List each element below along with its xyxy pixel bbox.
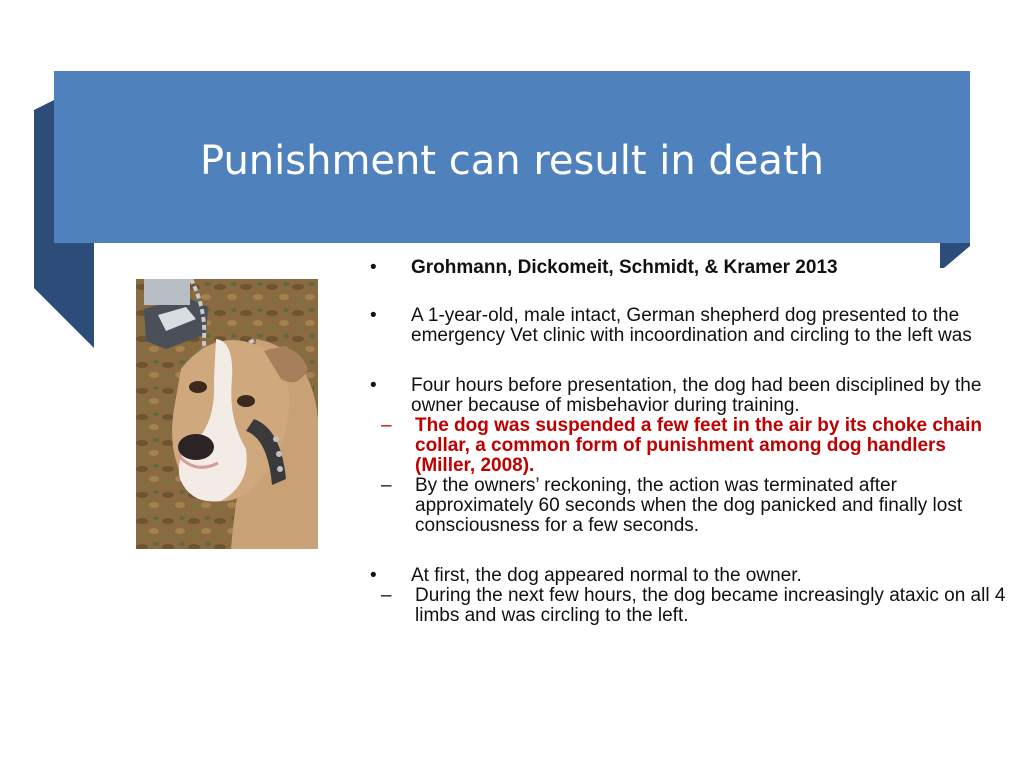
sub-list-item xyxy=(370,586,1010,626)
list-item xyxy=(370,258,1010,278)
citation-text: Grohmann, Dickomeit, Schmidt, & Kramer 2013 xyxy=(411,257,838,278)
list-item xyxy=(370,566,1010,586)
highlight-text: The dog was suspended a few feet in the air by its choke chain collar, a common form of punishment among dog handlers (Miller, 2008). xyxy=(415,415,982,476)
sub-list-item xyxy=(370,476,1010,536)
sub-list-item-text: During the next few hours, the dog became increasingly ataxic on all 4 limbs and was circling to the left. xyxy=(415,585,1006,626)
bullet-marker: • xyxy=(370,305,377,326)
sub-list-item xyxy=(370,416,1010,476)
dash-marker: – xyxy=(381,585,392,606)
dash-marker: – xyxy=(381,475,392,496)
list-item-text: At first, the dog appeared normal to the owner. xyxy=(411,565,802,586)
bullet-marker: • xyxy=(370,375,377,396)
dog-photo-icon xyxy=(136,279,318,549)
sub-list-item-text: By the owners’ reckoning, the action was terminated after approximately 60 seconds when the dog panicked and finally lost consciousness for a few seconds. xyxy=(415,475,963,536)
list-item xyxy=(370,376,1010,416)
slide-title: Punishment can result in death xyxy=(200,138,824,184)
list-item-text: Four hours before presentation, the dog had been disciplined by the owner because of misbehavior during training. xyxy=(411,375,982,416)
dash-marker: – xyxy=(381,415,392,436)
bullet-marker: • xyxy=(370,565,377,586)
bullet-list xyxy=(370,258,1010,626)
bullet-marker: • xyxy=(370,257,377,278)
list-item xyxy=(370,306,1010,346)
list-item-text: A 1-year-old, male intact, German shepherd dog presented to the emergency Vet clinic with incoordination and circling to the left was xyxy=(411,305,972,346)
